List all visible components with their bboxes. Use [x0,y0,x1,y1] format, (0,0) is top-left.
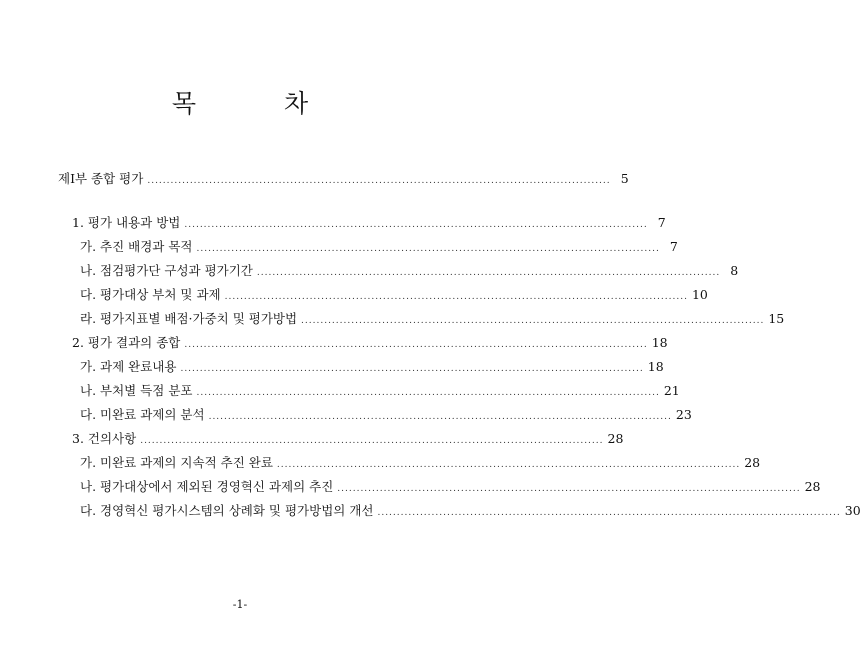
toc-page-number: 18 [651,335,668,350]
toc-item-2-a[interactable] [80,358,664,376]
toc-item-2-b[interactable] [80,382,680,400]
toc-leader-dots: ........................................................................................................................ [301,316,765,326]
toc-label: 다. 평가대상 부처 및 과제 [80,287,221,302]
toc-leader-dots: ........................................................................................................................ [377,508,841,518]
toc-page-number: 28 [744,455,761,470]
toc-page-number: 28 [804,479,821,494]
toc-label: 가. 추진 배경과 목적 [80,239,193,254]
toc-page-number: 28 [607,431,624,446]
toc-page-number: 15 [768,311,785,326]
toc-label: 나. 점검평가단 구성과 평가기간 [80,263,253,278]
toc-label: 가. 과제 완료내용 [80,359,177,374]
toc-leader-dots: ........................................................................................................................ [196,244,660,254]
toc-label: 나. 평가대상에서 제외된 경영혁신 과제의 추진 [80,479,334,494]
toc-label: 1. 평가 내용과 방법 [72,215,181,230]
toc-part-1[interactable] [58,170,629,188]
toc-section-3[interactable] [72,430,624,448]
toc-page-number: 5 [620,171,629,186]
toc-label: 3. 건의사항 [72,431,137,446]
toc-leader-dots: ........................................................................................................................ [276,460,741,470]
toc-leader-dots: ........................................................................................................................ [224,292,688,302]
toc-label: 나. 부처별 득점 분포 [80,383,193,398]
page-number-footer: -1- [232,598,248,611]
toc-item-2-c[interactable] [80,406,692,424]
toc-item-1-a[interactable] [80,238,678,256]
toc-item-1-c[interactable] [80,286,708,304]
toc-label: 가. 미완료 과제의 지속적 추진 완료 [80,455,273,470]
toc-leader-dots: ........................................................................................................................ [196,388,660,398]
toc-leader-dots: ........................................................................................................................ [184,220,648,230]
toc-page-number: 7 [657,215,666,230]
toc-page-number: 7 [669,239,678,254]
toc-section-2[interactable] [72,334,668,352]
toc-page-number: 30 [844,503,861,518]
toc-item-1-d[interactable] [80,310,785,328]
toc-label: 2. 평가 결과의 종합 [72,335,181,350]
toc-leader-dots: ........................................................................................................................ [184,340,648,350]
toc-page-number: 10 [691,287,708,302]
toc-item-3-b[interactable] [80,478,821,496]
toc-leader-dots: ........................................................................................................................ [140,436,604,446]
toc-item-1-b[interactable] [80,262,739,280]
toc-leader-dots: ........................................................................................................................ [180,364,644,374]
toc-item-3-c[interactable] [80,502,861,520]
toc-page-number: 8 [730,263,739,278]
toc-section-1[interactable] [72,214,666,232]
page-title: 목 차 [171,89,349,118]
toc-item-3-a[interactable] [80,454,761,472]
toc-label: 다. 경영혁신 평가시스템의 상례화 및 평가방법의 개선 [80,503,374,518]
toc-label: 다. 미완료 과제의 분석 [80,407,205,422]
toc-label: 라. 평가지표별 배점·가중치 및 평가방법 [80,311,298,326]
toc-leader-dots: ........................................................................................................................ [256,268,721,278]
toc-label: 제Ⅰ부 종합 평가 [58,171,144,186]
toc-leader-dots: ........................................................................................................................ [147,176,611,186]
toc-leader-dots: ........................................................................................................................ [208,412,672,422]
toc-leader-dots: ........................................................................................................................ [337,484,801,494]
toc-page-number: 23 [675,407,692,422]
toc-page-number: 18 [647,359,664,374]
toc-page-number: 21 [663,383,680,398]
